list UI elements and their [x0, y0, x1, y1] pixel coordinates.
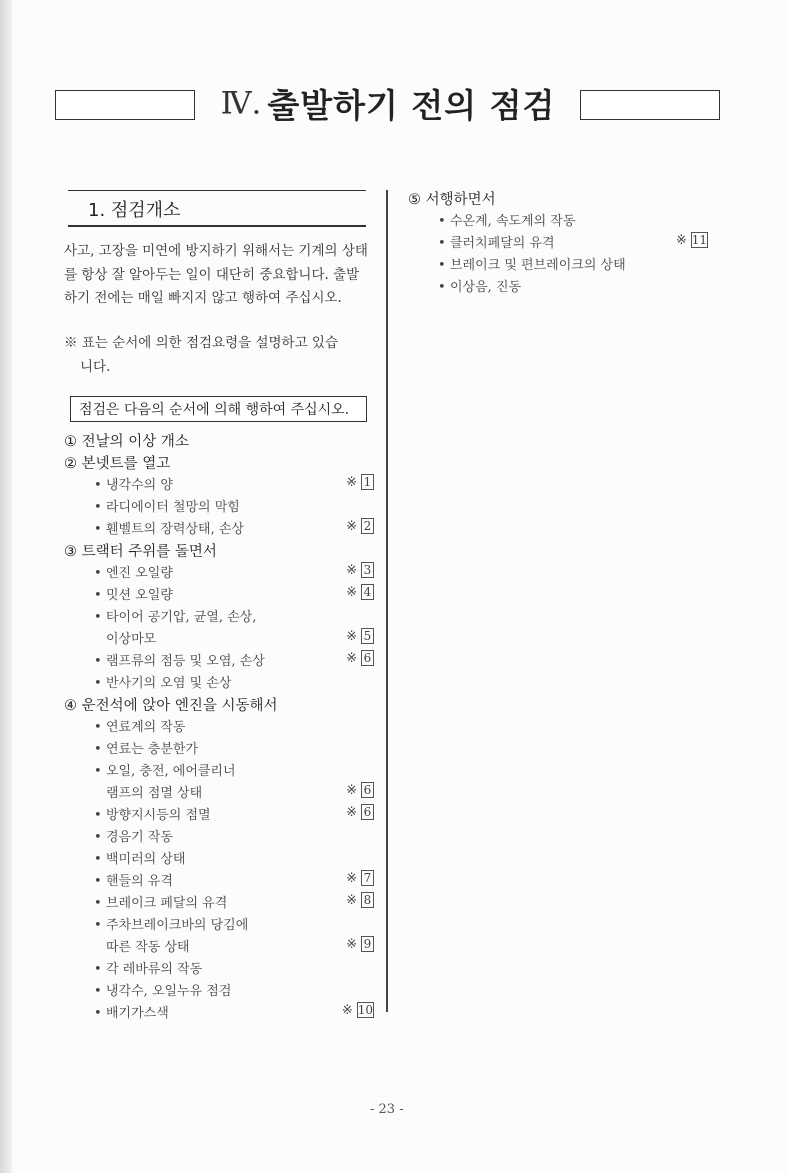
- bullet-icon: •: [94, 610, 102, 625]
- bullet-icon: •: [94, 896, 102, 911]
- checklist-item-text: 이상마모: [106, 632, 157, 647]
- page-number: - 23 -: [370, 1102, 404, 1117]
- checklist-item-text: 라디에이터 철망의 막힘: [106, 500, 240, 515]
- reference-number: 1: [361, 474, 374, 490]
- bullet-icon: •: [94, 720, 102, 735]
- checklist-item: [408, 276, 708, 298]
- checklist-item: [64, 980, 374, 1002]
- reference-marker: [346, 804, 374, 820]
- checklist-heading: ② 본넷트를 열고: [64, 456, 171, 472]
- intro-paragraph: 사고, 고장을 미연에 방지하기 위해서는 기계의 상태를 항상 잘 알아두는 일이 대단히 중요합니다. 출발하기 전에는 매일 빠지지 않고 행하여 주십시오.: [64, 243, 368, 306]
- checklist-item: [408, 232, 708, 254]
- column-divider: [386, 190, 388, 1012]
- reference-number: 7: [361, 870, 374, 886]
- chapter-deco-box-right: [580, 90, 720, 120]
- reference-asterisk-icon: ※: [675, 233, 687, 248]
- section-rule-bottom: [68, 225, 366, 227]
- checklist-left: [64, 430, 374, 1024]
- checklist-item: [64, 606, 374, 628]
- reference-asterisk-icon: ※: [346, 871, 357, 886]
- checklist-item: [64, 848, 374, 870]
- checklist-item: [64, 518, 374, 540]
- checklist-item: [64, 892, 374, 914]
- reference-number: 8: [361, 892, 374, 908]
- bullet-icon: •: [94, 984, 102, 999]
- checklist-item-text: 백미러의 상태: [106, 852, 186, 867]
- checklist-item-text: 주차브레이크바의 당김에: [106, 918, 249, 933]
- checklist-item-text: 타이어 공기압, 균열, 손상,: [106, 610, 257, 625]
- bullet-icon: •: [94, 654, 102, 669]
- note-line-1: ※ 표는 순서에 의한 점검요령을 설명하고 있습: [64, 335, 338, 351]
- reference-asterisk-icon: ※: [346, 783, 357, 798]
- reference-number: 11: [691, 233, 707, 247]
- checklist-item-text: 냉각수, 오일누유 점검: [106, 984, 232, 999]
- chapter-title: [196, 80, 580, 130]
- reference-number: 10: [357, 1003, 373, 1017]
- checklist-item: [64, 474, 374, 496]
- reference-asterisk-icon: ※: [346, 893, 357, 908]
- checklist-item: [64, 716, 374, 738]
- reference-asterisk-icon: ※: [346, 585, 357, 600]
- checklist-item-text: 연료계의 작동: [106, 720, 186, 735]
- bullet-icon: •: [94, 874, 102, 889]
- reference-asterisk-icon: ※: [346, 519, 357, 534]
- reference-number: 9: [361, 936, 374, 952]
- checklist-item-text: 연료는 충분한가: [106, 742, 199, 757]
- checklist-item-text: 엔진 오일량: [106, 566, 173, 581]
- checklist-item: [64, 584, 374, 606]
- callout-box: 점검은 다음의 순서에 의해 행하여 주십시오.: [70, 396, 367, 422]
- bullet-icon: •: [94, 852, 102, 867]
- reference-asterisk-icon: ※: [341, 1003, 353, 1018]
- checklist-item-text: 각 레바류의 작동: [106, 962, 203, 977]
- checklist-heading: ③ 트랙터 주위를 돌면서: [64, 544, 217, 560]
- bullet-icon: •: [94, 808, 102, 823]
- checklist-item-text: 수온계, 속도계의 작동: [450, 214, 576, 229]
- reference-marker: [346, 562, 374, 578]
- checklist-item: [408, 210, 708, 232]
- reference-number: 6: [361, 782, 374, 798]
- chapter-number: Ⅳ.: [220, 85, 262, 122]
- bullet-icon: •: [438, 236, 446, 251]
- bullet-icon: •: [94, 522, 102, 537]
- checklist-item-text: 경음기 작동: [106, 830, 173, 845]
- reference-marker: [346, 518, 374, 534]
- reference-marker: [346, 474, 374, 490]
- checklist-item-text: 배기가스색: [106, 1006, 169, 1021]
- bullet-icon: •: [94, 566, 102, 581]
- bullet-icon: •: [438, 214, 446, 229]
- note-paragraph: [64, 332, 369, 379]
- note-line-2: 니다.: [80, 358, 111, 375]
- bullet-icon: •: [94, 588, 102, 603]
- checklist-heading: ① 전날의 이상 개소: [64, 434, 189, 450]
- checklist-item: [64, 562, 374, 584]
- reference-asterisk-icon: ※: [346, 475, 357, 490]
- checklist-item-text: 오일, 충전, 에어클리너: [106, 764, 236, 779]
- chapter-deco-box-left: [55, 90, 195, 120]
- bullet-icon: •: [438, 258, 446, 273]
- bullet-icon: •: [94, 500, 102, 515]
- checklist-item: [64, 650, 374, 672]
- reference-marker: [346, 870, 374, 886]
- bullet-icon: •: [94, 764, 102, 779]
- checklist-item-text: 밋션 오일량: [106, 588, 173, 603]
- checklist-item-text: 핸들의 유격: [106, 874, 173, 889]
- reference-number: 4: [361, 584, 374, 600]
- checklist-item: [64, 826, 374, 848]
- reference-number: 6: [361, 650, 374, 666]
- reference-marker: [346, 584, 374, 600]
- checklist-item: [64, 738, 374, 760]
- reference-marker: [346, 782, 374, 798]
- reference-number: 5: [361, 628, 374, 644]
- reference-marker: [346, 936, 374, 952]
- checklist-item-text: 클러치페달의 유격: [450, 236, 555, 251]
- checklist-item: [64, 760, 374, 782]
- checklist-item: [64, 672, 374, 694]
- checklist-item-text: 냉각수의 양: [106, 478, 173, 493]
- reference-marker: [346, 892, 374, 908]
- checklist-item-text: 따른 작동 상태: [106, 940, 190, 955]
- checklist-item: [64, 914, 374, 936]
- checklist-heading: ⑤ 서행하면서: [408, 192, 496, 208]
- checklist-item-text: 휀벨트의 장력상태, 손상: [106, 522, 244, 537]
- reference-asterisk-icon: ※: [346, 629, 357, 644]
- checklist-item: [64, 496, 374, 518]
- reference-asterisk-icon: ※: [346, 937, 357, 952]
- section-title: 1. 점검개소: [88, 200, 181, 221]
- checklist-item-text: 브레이크 및 편브레이크의 상태: [450, 258, 626, 273]
- checklist-item-continued: [64, 782, 374, 804]
- checklist-item-text: 방향지시등의 점멸: [106, 808, 211, 823]
- checklist-heading: ④ 운전석에 앉아 엔진을 시동해서: [64, 698, 278, 714]
- bullet-icon: •: [94, 962, 102, 977]
- checklist-item-text: 브레이크 페달의 유격: [106, 896, 228, 911]
- bullet-icon: •: [94, 1006, 102, 1021]
- checklist-item: [64, 1002, 374, 1024]
- bullet-icon: •: [94, 478, 102, 493]
- reference-marker: [346, 650, 374, 666]
- reference-asterisk-icon: ※: [346, 651, 357, 666]
- reference-number: 2: [361, 518, 374, 534]
- checklist-item-text: 램프의 점멸 상태: [106, 786, 203, 801]
- reference-number: 6: [361, 804, 374, 820]
- checklist-item-text: 반사기의 오염 및 손상: [106, 676, 232, 691]
- reference-marker: [346, 628, 374, 644]
- reference-asterisk-icon: ※: [346, 805, 357, 820]
- checklist-item: [64, 870, 374, 892]
- checklist-right: [408, 188, 708, 298]
- reference-marker: [676, 232, 708, 248]
- reference-marker: [342, 1002, 374, 1018]
- bullet-icon: •: [94, 918, 102, 933]
- bullet-icon: •: [94, 676, 102, 691]
- reference-asterisk-icon: ※: [346, 563, 357, 578]
- checklist-item-continued: [64, 936, 374, 958]
- section-rule-top: [68, 190, 366, 191]
- checklist-item-text: 램프류의 점등 및 오염, 손상: [106, 654, 265, 669]
- bullet-icon: •: [94, 830, 102, 845]
- checklist-item: [408, 254, 708, 276]
- page-binding-edge: [0, 0, 12, 1173]
- bullet-icon: •: [94, 742, 102, 757]
- reference-number: 3: [361, 562, 374, 578]
- checklist-item-continued: [64, 628, 374, 650]
- bullet-icon: •: [438, 280, 446, 295]
- checklist-item: [64, 804, 374, 826]
- checklist-item-text: 이상음, 진동: [450, 280, 522, 295]
- checklist-item: [64, 958, 374, 980]
- chapter-heading: 출발하기 전의 점검: [267, 86, 556, 125]
